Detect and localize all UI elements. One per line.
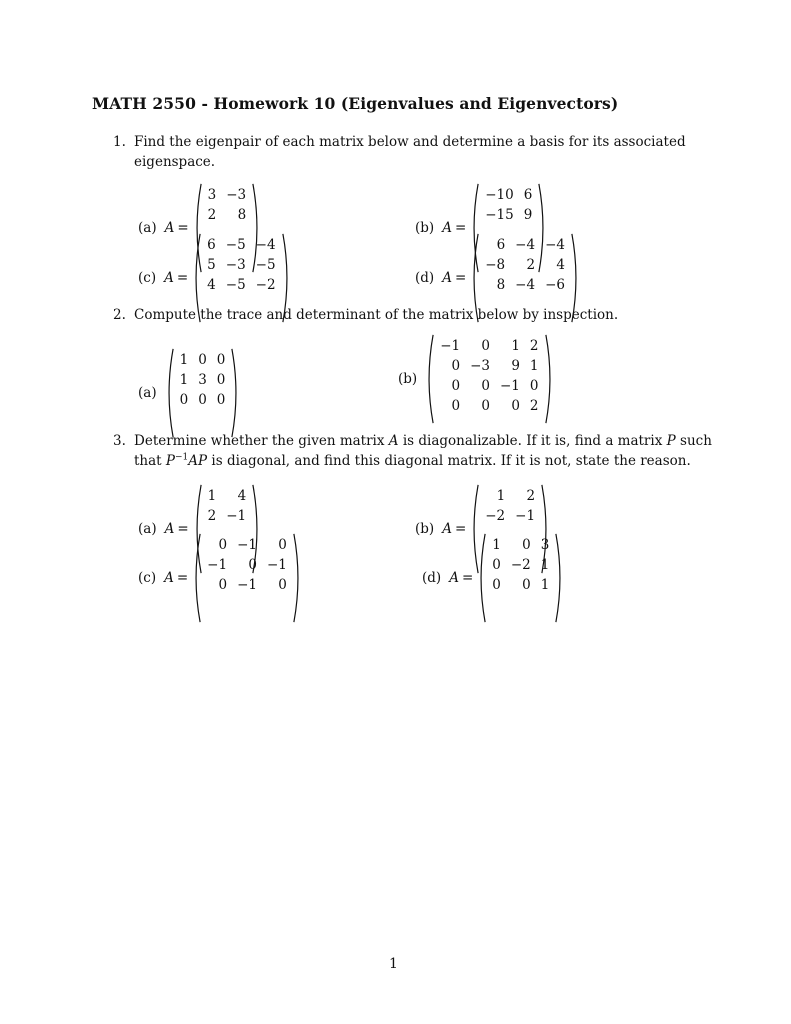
equals-sign: = — [454, 521, 467, 537]
problem-text-line: eigenspace. — [134, 154, 216, 170]
matrix-entry: 0 — [451, 398, 461, 414]
matrix-entry: 9 — [511, 358, 520, 374]
equals-sign: = — [177, 220, 189, 236]
matrix-entry: 2 — [207, 508, 217, 524]
matrix-entry: 1 — [492, 537, 501, 553]
matrix-entry: −4 — [515, 277, 536, 293]
item-label: (b) — [415, 220, 435, 236]
matrix-entry: 1 — [496, 488, 506, 504]
matrix-entries — [486, 533, 555, 623]
matrix-entry: −4 — [255, 237, 276, 253]
matrix-entry: −3 — [225, 257, 246, 273]
matrix-entry: 0 — [511, 398, 520, 414]
matrix-entry: 0 — [218, 537, 228, 553]
matrix-variable: A — [164, 570, 174, 586]
matrix-entry: 0 — [216, 372, 226, 388]
math-superscript: −1 — [174, 452, 189, 463]
problem-text-line: Find the eigenpair of each matrix below and determine a basis for its associated — [134, 134, 686, 150]
matrix-variable: A — [449, 570, 459, 586]
matrix-entry: −2 — [510, 557, 531, 573]
matrix-entry: 2 — [526, 488, 536, 504]
page-number: 1 — [389, 956, 398, 972]
matrix-entry: 0 — [451, 358, 461, 374]
matrix-variable: A — [164, 270, 174, 286]
matrix-entry: 0 — [481, 338, 490, 354]
problem-number: 3. — [113, 433, 126, 449]
matrix-entry: −4 — [515, 237, 536, 253]
matrix-entry: 0 — [522, 537, 531, 553]
matrix-entry: 4 — [207, 277, 216, 293]
matrix-entry: 4 — [237, 488, 247, 504]
matrix-entry: 8 — [237, 207, 247, 223]
matrix-entry: 2 — [207, 207, 217, 223]
matrix-entry: −1 — [515, 508, 536, 524]
matrix-entry: 1 — [179, 352, 189, 368]
matrix-entry: 1 — [179, 372, 189, 388]
matrix-entry: 0 — [451, 378, 461, 394]
matrix-entries — [434, 334, 544, 424]
matrix-variable: A — [442, 521, 452, 537]
item-label: (a) — [138, 521, 157, 537]
problem-text: such — [675, 433, 712, 449]
matrix-entry: 0 — [179, 392, 189, 408]
left-parenthesis — [425, 334, 434, 424]
math-var: A — [388, 433, 399, 449]
item-label: (a) — [138, 385, 157, 401]
matrix-entry: −1 — [440, 338, 461, 354]
math-var: P — [666, 433, 676, 449]
matrix-entry: 1 — [207, 488, 217, 504]
problem-number: 1. — [113, 134, 126, 150]
equals-sign: = — [177, 521, 189, 537]
matrix-entry: −2 — [485, 508, 506, 524]
matrix-entry: −5 — [225, 277, 246, 293]
matrix-entry: 6 — [523, 187, 533, 203]
matrix-entry: 0 — [481, 378, 490, 394]
matrix-entry: 3 — [198, 372, 207, 388]
item-label: (d) — [415, 270, 435, 286]
problem-text: that — [134, 453, 166, 469]
problem-3d — [422, 533, 564, 623]
math-expr: P — [165, 453, 175, 469]
matrix-entry: 1 — [529, 358, 539, 374]
matrix-entry: −1 — [266, 557, 287, 573]
matrix-variable: A — [442, 220, 452, 236]
left-parenthesis — [165, 348, 174, 438]
matrix-entry: 0 — [522, 577, 531, 593]
matrix-entries — [174, 348, 232, 438]
item-label: (a) — [138, 220, 157, 236]
item-label: (d) — [422, 570, 442, 586]
matrix-entry: 1 — [540, 557, 550, 573]
matrix-variable: A — [164, 220, 175, 236]
matrix-entry: −1 — [500, 378, 520, 394]
problem-text-line: Compute the trace and determinant of the matrix below by inspection. — [134, 307, 619, 323]
item-label: (c) — [138, 570, 157, 586]
matrix-entry: −1 — [237, 537, 257, 553]
matrix-entry: 3 — [540, 537, 550, 553]
equals-sign: = — [461, 570, 474, 586]
matrix-entry: 6 — [496, 237, 506, 253]
problem-text: is diagonalizable. If it is, find a matrix — [398, 433, 667, 449]
left-parenthesis — [477, 533, 486, 623]
matrix-entry: −8 — [485, 257, 506, 273]
matrix-variable: A — [442, 270, 452, 286]
left-parenthesis — [192, 533, 201, 623]
equals-sign: = — [454, 220, 467, 236]
problem-2a — [138, 348, 240, 438]
item-label: (b) — [398, 371, 418, 387]
matrix-entry: 5 — [207, 257, 216, 273]
item-label: (b) — [415, 521, 435, 537]
matrix-entry: 8 — [496, 277, 506, 293]
problem-2b — [398, 334, 554, 424]
right-parenthesis — [555, 533, 564, 623]
matrix-entry: 0 — [492, 577, 501, 593]
matrix-entry: −3 — [226, 187, 247, 203]
matrix-entry: 2 — [529, 398, 539, 414]
matrix-entry: 2 — [526, 257, 536, 273]
problem-3c — [138, 533, 302, 623]
right-parenthesis — [545, 334, 554, 424]
problem-text: is diagonal, and find this diagonal matrix. If it is not, state the reason. — [207, 453, 691, 469]
matrix-entry: 2 — [529, 338, 539, 354]
matrix-entry: 0 — [198, 352, 207, 368]
matrix-entry: −2 — [255, 277, 276, 293]
matrix-entry: −3 — [470, 358, 490, 374]
matrix — [425, 334, 553, 424]
matrix-entry: −10 — [485, 187, 514, 203]
matrix-entry: 1 — [511, 338, 520, 354]
item-label: (c) — [138, 270, 157, 286]
matrix-entry: 0 — [529, 378, 539, 394]
right-parenthesis — [293, 533, 302, 623]
matrix-entry: −1 — [226, 508, 247, 524]
matrix-entry: 6 — [207, 237, 216, 253]
matrix-entry: −1 — [207, 557, 228, 573]
matrix-entry: −4 — [545, 237, 565, 253]
problem-2-text — [113, 305, 618, 325]
matrix-entry: 9 — [523, 207, 533, 223]
problem-3-text — [113, 431, 712, 471]
matrix-entry: 0 — [198, 392, 207, 408]
matrix-entry: −15 — [485, 207, 514, 223]
matrix-entry: −5 — [225, 237, 246, 253]
problem-number: 2. — [113, 307, 126, 323]
matrix-variable: A — [164, 521, 175, 537]
page-title: MATH 2550 - Homework 10 (Eigenvalues and Eigenvectors) — [92, 94, 619, 113]
matrix — [192, 533, 302, 623]
matrix-entry: −5 — [255, 257, 276, 273]
matrix-entry: −6 — [545, 277, 565, 293]
matrix-entry: 0 — [216, 392, 226, 408]
matrix-entry: 0 — [278, 577, 287, 593]
equals-sign: = — [454, 270, 467, 286]
right-parenthesis — [231, 348, 240, 438]
matrix-entry: 0 — [481, 398, 490, 414]
matrix-entry: 0 — [492, 557, 501, 573]
equals-sign: = — [176, 570, 189, 586]
matrix-entry: 0 — [216, 352, 226, 368]
matrix-entry: 1 — [540, 577, 550, 593]
equals-sign: = — [176, 270, 189, 286]
matrix — [477, 533, 564, 623]
matrix-entries — [201, 533, 293, 623]
problem-text: Determine whether the given matrix — [134, 433, 389, 449]
matrix-entry: 4 — [556, 257, 565, 273]
problem-1-text — [113, 132, 686, 172]
math-expr: AP — [188, 453, 208, 469]
matrix-entry: 0 — [218, 577, 228, 593]
matrix-entry: −1 — [237, 577, 257, 593]
matrix-entry: 0 — [248, 557, 257, 573]
matrix-entry: 3 — [207, 187, 217, 203]
matrix-entry: 0 — [278, 537, 287, 553]
matrix — [165, 348, 241, 438]
